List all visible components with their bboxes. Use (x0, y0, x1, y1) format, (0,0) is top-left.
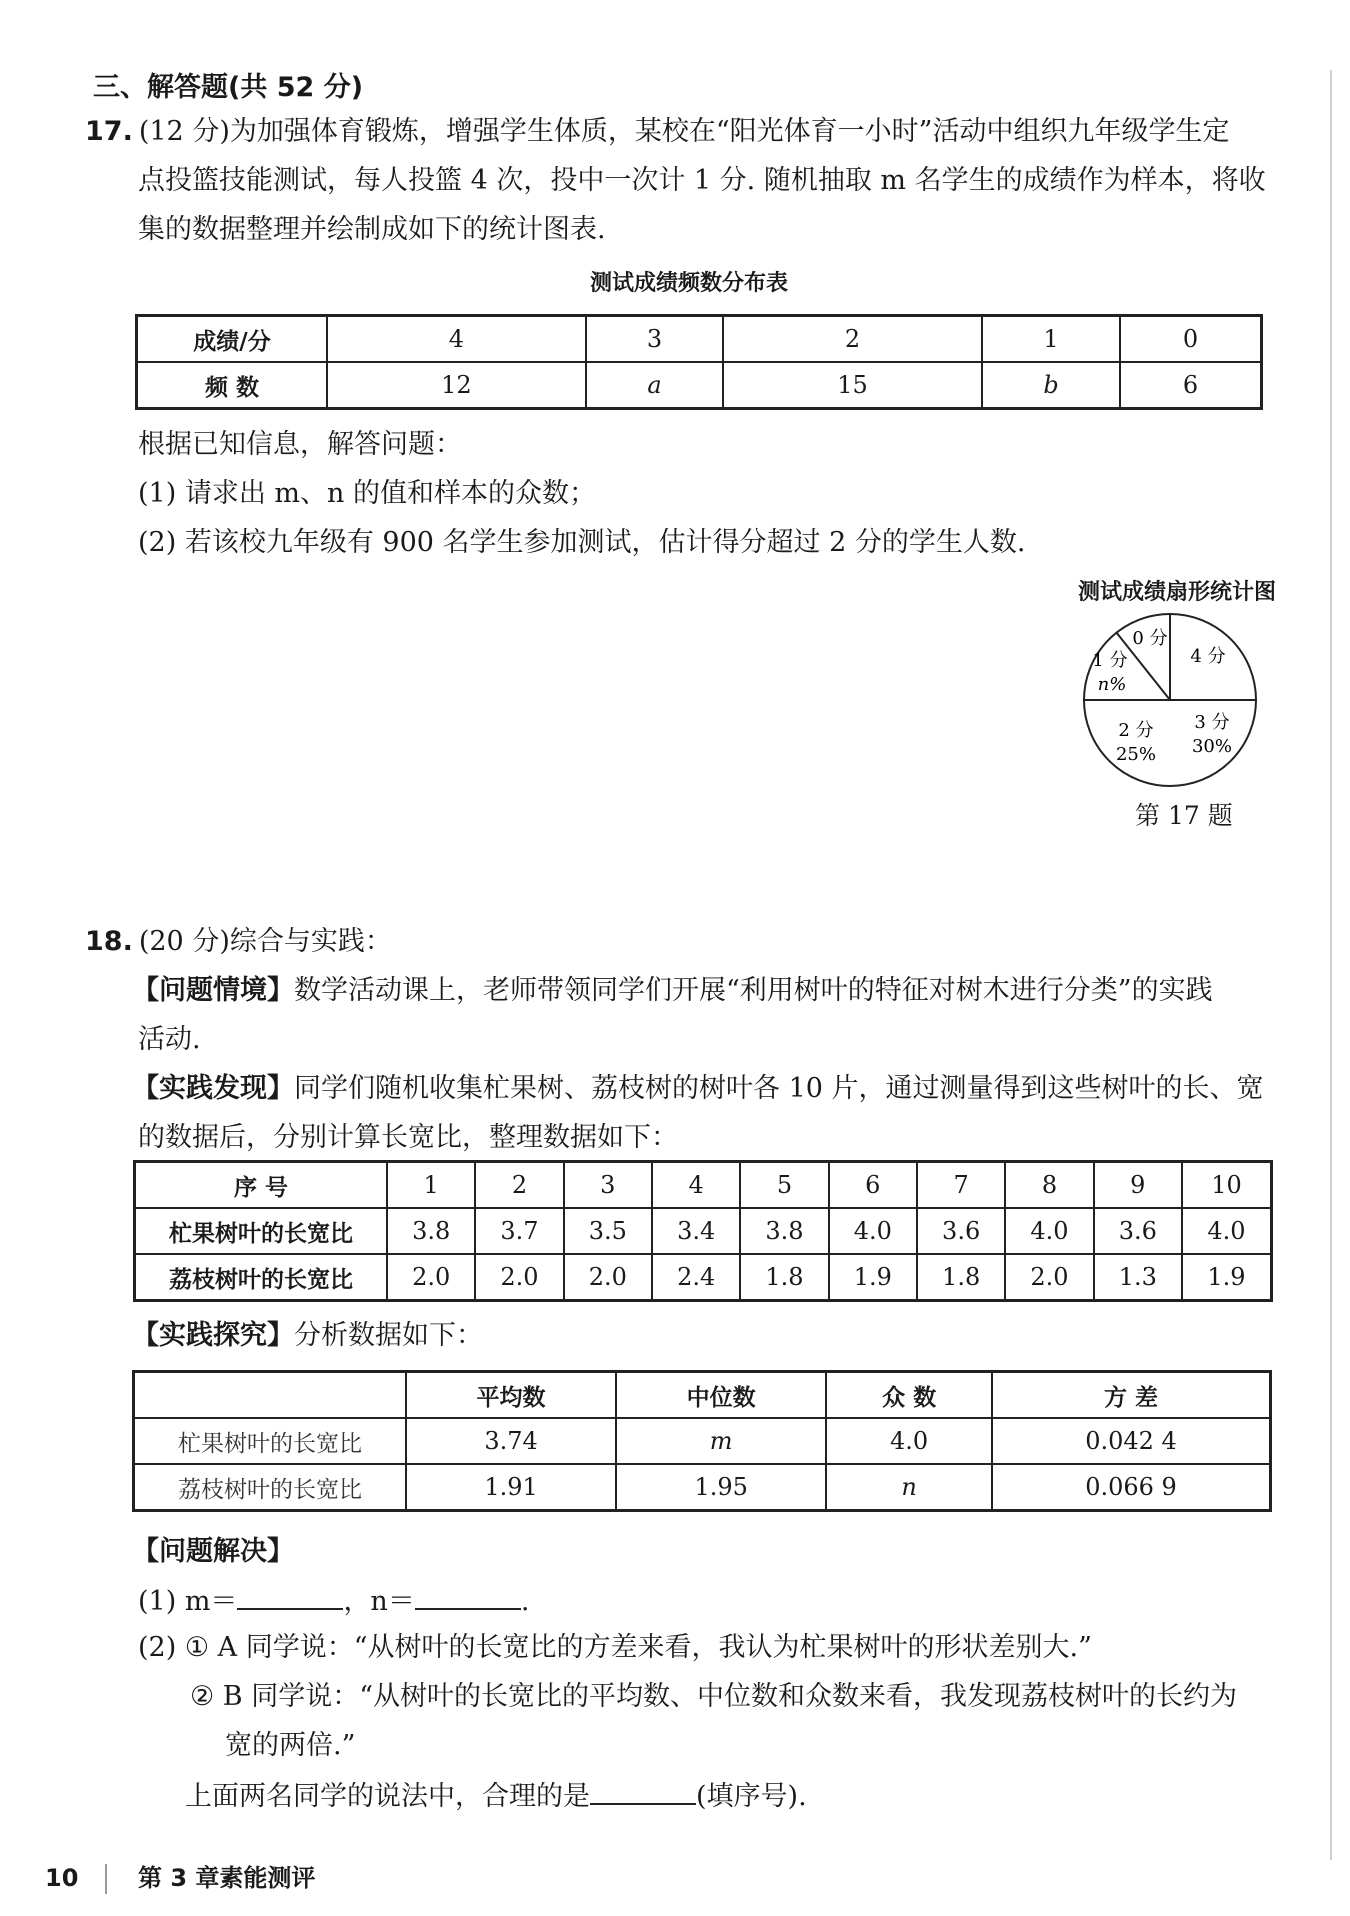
q18-index-cell: 7 (917, 1162, 1005, 1209)
q18-stats-row-label: 杧果树叶的长宽比 (134, 1418, 407, 1464)
q18-mango-cell: 3.7 (475, 1208, 563, 1254)
section-title: 三、解答题(共 52 分) (93, 72, 364, 103)
pie-label-2-pct: 25% (1115, 744, 1157, 765)
q18-number: 18. (85, 926, 133, 957)
q18-text-1: (20 分)综合与实践： (138, 926, 392, 957)
table-row (135, 1208, 1272, 1254)
q18-data-table (133, 1160, 1273, 1302)
q18-index-cell: 6 (829, 1162, 917, 1209)
q17-freq-cell: a (586, 362, 723, 409)
table-row (134, 1464, 1271, 1511)
q18-mango-cell: 3.6 (917, 1208, 1005, 1254)
q18-situation (132, 971, 1213, 1011)
q17-figure-caption: 第 17 题 (1135, 801, 1233, 830)
pie-label-2: 2 分 (1118, 720, 1154, 741)
q18-index-cell: 1 (387, 1162, 475, 1209)
q18-lychee-cell: 1.8 (740, 1254, 828, 1301)
q18-lychee-cell: 1.3 (1094, 1254, 1182, 1301)
table-row (134, 1372, 1271, 1419)
table-row (135, 1162, 1272, 1209)
q17-pie-chart (1080, 610, 1260, 790)
q18-situation-line2: 活动. (138, 1024, 201, 1055)
q18-mango-label: 杧果树叶的长宽比 (135, 1208, 388, 1254)
q18-discovery-line2: 的数据后，分别计算长宽比，整理数据如下： (138, 1122, 678, 1153)
table-row (137, 316, 1262, 363)
q17-freq-cell: 6 (1120, 362, 1261, 409)
q18-solve-1 (138, 1580, 529, 1622)
pie-label-1-pct: n% (1097, 674, 1127, 695)
q18-mango-cell: 3.4 (652, 1208, 740, 1254)
q18-stats-header: 众 数 (826, 1372, 992, 1419)
q18-solve-2-line4 (185, 1775, 807, 1817)
q17-line1 (85, 112, 1229, 152)
q18-index-cell: 10 (1182, 1162, 1272, 1209)
table-row (137, 362, 1262, 409)
q18-lychee-cell: 1.9 (1182, 1254, 1272, 1301)
q18-stats-cell: n (826, 1464, 992, 1511)
q18-discovery-text: 同学们随机收集杧果树、荔枝树的树叶各 10 片，通过测量得到这些树叶的长、宽 (294, 1073, 1264, 1104)
q18-stats-cell: 0.066 9 (992, 1464, 1271, 1511)
q18-stats-cell: 3.74 (406, 1418, 616, 1464)
table-row (134, 1418, 1271, 1464)
q18-solve-2-question: 上面两名同学的说法中，合理的是 (185, 1781, 590, 1812)
q18-stats-row-label: 荔枝树叶的长宽比 (134, 1464, 407, 1511)
q18-stats-cell: 4.0 (826, 1418, 992, 1464)
q18-solve-tag: 【问题解决】 (132, 1536, 294, 1567)
q17-row-header-frequency: 频 数 (137, 362, 328, 409)
q18-stats-header: 中位数 (616, 1372, 826, 1419)
table-row (135, 1254, 1272, 1301)
q18-stats-header: 平均数 (406, 1372, 616, 1419)
q18-solve-1-n: ，n＝ (343, 1586, 415, 1617)
q18-solve-2-line1: (2) ① A 同学说：“从树叶的长宽比的方差来看，我认为杧果树叶的形状差别大.” (138, 1632, 1092, 1663)
q18-index-cell: 5 (740, 1162, 828, 1209)
q18-mango-cell: 3.5 (564, 1208, 652, 1254)
q18-lychee-cell: 2.0 (387, 1254, 475, 1301)
q18-lychee-cell: 2.0 (564, 1254, 652, 1301)
q18-index-cell: 9 (1094, 1162, 1182, 1209)
q17-freq-cell: 15 (723, 362, 982, 409)
q18-solve-1-m: (1) m＝ (138, 1586, 238, 1617)
q17-line3: 集的数据整理并绘制成如下的统计图表. (138, 214, 606, 245)
pie-label-3-pct: 30% (1191, 736, 1233, 757)
q18-index-cell: 8 (1005, 1162, 1093, 1209)
q18-lychee-cell: 1.8 (917, 1254, 1005, 1301)
pie-label-4: 4 分 (1190, 646, 1226, 667)
q17-prompt: 根据已知信息，解答问题： (138, 429, 462, 460)
q18-mango-cell: 4.0 (1182, 1208, 1272, 1254)
answer-blank-choice (590, 1775, 696, 1805)
pie-label-0: 0 分 (1132, 628, 1168, 649)
answer-blank-n (415, 1580, 521, 1610)
q18-mango-cell: 3.6 (1094, 1208, 1182, 1254)
q18-index-cell: 4 (652, 1162, 740, 1209)
q18-situation-text: 数学活动课上，老师带领同学们开展“利用树叶的特征对树木进行分类”的实践 (294, 975, 1213, 1006)
q18-mango-cell: 3.8 (387, 1208, 475, 1254)
q18-lychee-cell: 1.9 (829, 1254, 917, 1301)
q17-score-cell: 1 (982, 316, 1120, 363)
q18-line1 (85, 922, 392, 962)
q18-explore (132, 1316, 483, 1356)
q18-lychee-cell: 2.4 (652, 1254, 740, 1301)
q18-discovery (132, 1069, 1264, 1109)
q17-part1: (1) 请求出 m、n 的值和样本的众数； (138, 478, 596, 509)
q18-explore-tag: 【实践探究】 (132, 1320, 294, 1351)
q18-mango-cell: 4.0 (829, 1208, 917, 1254)
q18-stats-header: 方 差 (992, 1372, 1271, 1419)
q18-index-cell: 2 (475, 1162, 563, 1209)
q18-explore-text: 分析数据如下： (294, 1320, 483, 1351)
q18-solve-1-end: . (520, 1586, 530, 1617)
pie-label-3: 3 分 (1194, 712, 1230, 733)
q18-stats-cell: 0.042 4 (992, 1418, 1271, 1464)
q17-row-header-score: 成绩/分 (137, 316, 328, 363)
q17-text-1: (12 分)为加强体育锻炼，增强学生体质，某校在“阳光体育一小时”活动中组织九年级学生定 (138, 116, 1230, 147)
q18-mango-cell: 4.0 (1005, 1208, 1093, 1254)
q17-number: 17. (85, 116, 133, 147)
q17-frequency-table (135, 314, 1263, 410)
q17-score-cell: 4 (327, 316, 586, 363)
q17-table-title: 测试成绩频数分布表 (590, 271, 789, 296)
q18-lychee-cell: 2.0 (475, 1254, 563, 1301)
q18-stats-cell: 1.95 (616, 1464, 826, 1511)
q18-lychee-cell: 2.0 (1005, 1254, 1093, 1301)
q17-score-cell: 0 (1120, 316, 1261, 363)
q18-mango-cell: 3.8 (740, 1208, 828, 1254)
q18-stats-table (132, 1370, 1272, 1512)
q18-index-header: 序 号 (135, 1162, 388, 1209)
q17-pie-title: 测试成绩扇形统计图 (1078, 580, 1277, 605)
pie-label-1: 1 分 (1092, 650, 1128, 671)
right-margin-rule (1330, 70, 1332, 1860)
chapter-title: 第 3 章素能测评 (138, 1864, 316, 1892)
q17-line2: 点投篮技能测试，每人投篮 4 次，投中一次计 1 分. 随机抽取 m 名学生的成绩作为样本，将收 (138, 165, 1266, 196)
q18-lychee-label: 荔枝树叶的长宽比 (135, 1254, 388, 1301)
footer-separator (105, 1864, 107, 1894)
q17-score-cell: 2 (723, 316, 982, 363)
q18-solve-2-hint: (填序号). (696, 1781, 807, 1812)
q17-freq-cell: b (982, 362, 1120, 409)
answer-blank-m (237, 1580, 343, 1610)
q18-stats-cell: m (616, 1418, 826, 1464)
q18-index-cell: 3 (564, 1162, 652, 1209)
q18-stats-cell: 1.91 (406, 1464, 616, 1511)
q18-situation-tag: 【问题情境】 (132, 975, 294, 1006)
q18-solve-2-line2: ② B 同学说：“从树叶的长宽比的平均数、中位数和众数来看，我发现荔枝树叶的长约为 (190, 1681, 1238, 1712)
q17-freq-cell: 12 (327, 362, 586, 409)
q18-solve-2-line3: 宽的两倍.” (225, 1730, 356, 1761)
page-number: 10 (45, 1864, 79, 1892)
q18-stats-corner (134, 1372, 407, 1419)
q17-score-cell: 3 (586, 316, 723, 363)
q17-part2: (2) 若该校九年级有 900 名学生参加测试，估计得分超过 2 分的学生人数. (138, 527, 1026, 558)
q18-discovery-tag: 【实践发现】 (132, 1073, 294, 1104)
